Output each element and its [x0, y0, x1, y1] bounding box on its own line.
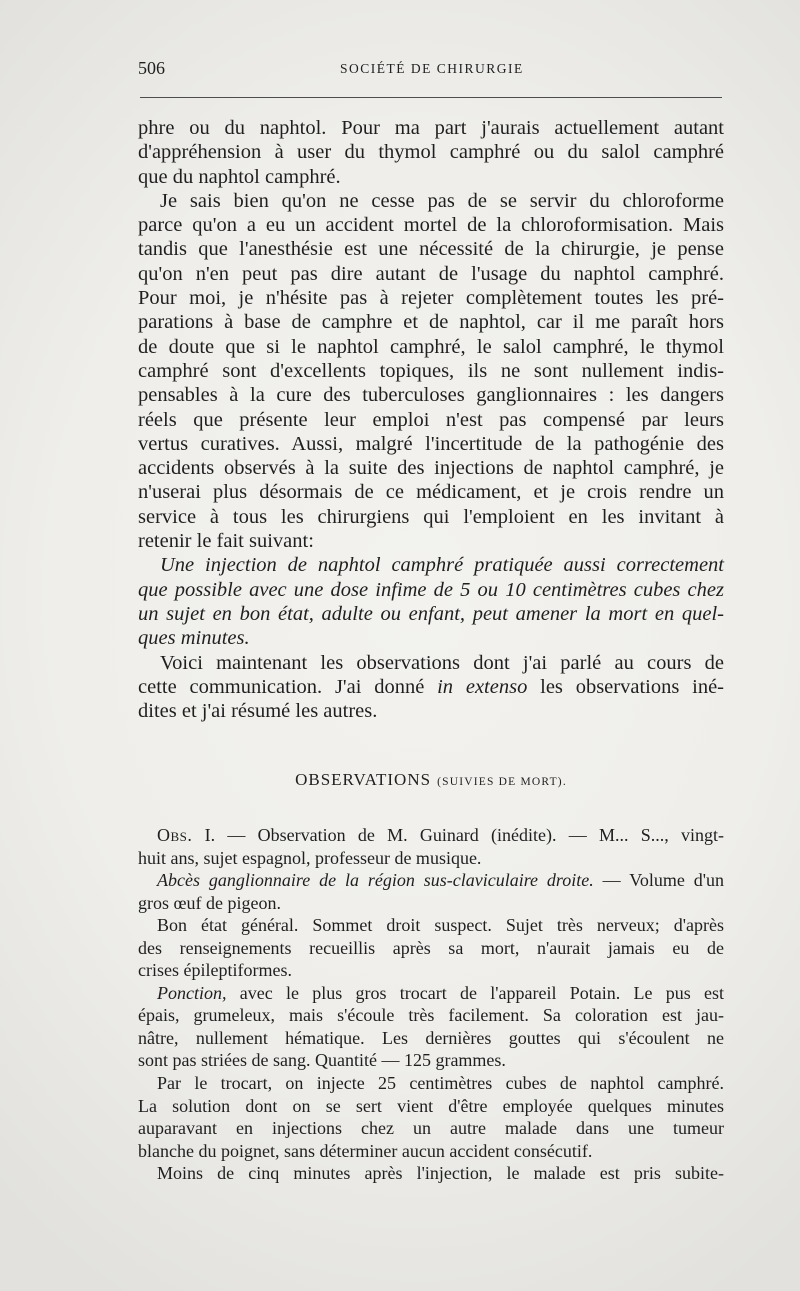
observations-heading-title: OBSERVATIONS [295, 770, 432, 789]
emphasis-text: in extenso [437, 675, 528, 698]
emphasis-text: Abcès ganglionnaire de la région sus-claviculaire droite. [157, 870, 594, 891]
paragraph-observations-intro [138, 651, 724, 724]
text-line: accidents observés à la suite des injections de naphtol camphré, je [138, 457, 724, 480]
text-line: Par le trocart, on injecte 25 centimètres cubes de naphtol camphré. [157, 1073, 724, 1094]
observation-intro [138, 824, 724, 869]
text-line: Voici maintenant les observations dont j'ai parlé au cours de [160, 651, 724, 674]
text-line: vertus curatives. Aussi, malgré l'incertitude de la pathogénie des [138, 432, 724, 455]
text-line: retenir le fait suivant: [138, 530, 314, 553]
running-title: SOCIÉTÉ DE CHIRURGIE [340, 61, 524, 76]
observation-injection [138, 1072, 724, 1162]
text-line: que du naphtol camphré. [138, 165, 341, 188]
text-line: Je sais bien qu'on ne cesse pas de se servir du chloroforme [160, 189, 724, 212]
text-line: parce qu'on a eu un accident mortel de la chloroformisation. Mais [138, 214, 724, 237]
text-segment: les observations iné- [527, 675, 724, 698]
paragraph-chloroform [138, 189, 724, 553]
observation-puncture [138, 982, 724, 1072]
text-line: ques minutes. [138, 627, 250, 650]
observations-heading-note: (SUIVIES DE MORT). [437, 776, 567, 788]
text-line: d'appréhension à user du thymol camphré ou du salol camphré [138, 141, 724, 164]
conclusion-italic [138, 553, 724, 650]
observation-onset [138, 1162, 724, 1185]
text-line: Pour moi, je n'hésite pas à rejeter complètement toutes les pré- [138, 287, 724, 310]
text-line: phre ou du naphtol. Pour ma part j'aurais actuellement autant [138, 117, 724, 139]
text-line: huit ans, sujet espagnol, professeur de musique. [138, 847, 482, 868]
text-line: parations à base de camphre et de naphtol, car il me paraît hors [138, 311, 724, 334]
text-line: tandis que l'anesthésie est une nécessité de la chirurgie, je pense [138, 238, 724, 261]
emphasis-text: Ponction, [157, 982, 227, 1003]
observation-diagnosis [138, 869, 724, 914]
obs-label: Obs. [157, 825, 193, 845]
text-line: de doute que si le naphtol camphré, le salol camphré, le thymol [138, 335, 724, 358]
text-line: épais, grumeleux, mais s'écoule très facilement. Sa coloration est jau- [138, 1005, 724, 1026]
text-line [138, 982, 724, 1005]
text-segment: I. — Observation de M. Guinard (inédite). — M... S..., vingt- [192, 825, 724, 845]
text-line: blanche du poignet, sans déterminer aucun accident consécutif. [138, 1140, 593, 1161]
text-line: Une injection de naphtol camphré pratiquée aussi correctement [160, 554, 724, 577]
text-line [138, 675, 724, 699]
text-line: gros œuf de pigeon. [138, 892, 281, 913]
text-line: réels que présente leur emploi n'est pas compensé par leurs [138, 408, 724, 431]
discussion-text [138, 116, 724, 723]
text-line: n'userai plus désormais de ce médicament, et je crois rendre un [138, 481, 724, 504]
observation-1 [138, 824, 724, 1185]
text-line: dites et j'ai résumé les autres. [138, 700, 378, 723]
text-line: Moins de cinq minutes après l'injection, le malade est pris subite- [157, 1163, 724, 1184]
text-line: crises épileptiformes. [138, 960, 292, 981]
text-segment: cette communication. J'ai donné [138, 675, 438, 698]
header-rule [140, 97, 722, 98]
text-line: sont pas striées de sang. Quantité — 125 grammes. [138, 1050, 506, 1071]
text-line: qu'on n'en peut pas dire autant de l'usage du naphtol camphré. [138, 262, 724, 285]
text-line: La solution dont on se sert vient d'être employée quelques minutes [138, 1095, 724, 1116]
text-line: des renseignements recueillis après sa mort, n'aurait jamais eu de [138, 937, 724, 958]
observation-state [138, 914, 724, 982]
text-line: Bon état général. Sommet droit suspect. Sujet très nerveux; d'après [157, 915, 724, 936]
text-line: pensables à la cure des tuberculoses ganglionnaires : les dangers [138, 384, 724, 407]
text-line: que possible avec une dose infime de 5 ou 10 centimètres cubes chez [138, 578, 724, 601]
text-segment: avec le plus gros trocart de l'appareil Potain. Le pus est [226, 982, 724, 1003]
text-line: un sujet en bon état, adulte ou enfant, peut amener la mort en quel- [138, 602, 724, 625]
paragraph-continuation [138, 116, 724, 189]
text-line [138, 869, 724, 892]
page-number: 506 [138, 58, 165, 78]
text-segment: — Volume d'un [593, 870, 724, 891]
text-line: camphré sont d'excellents topiques, ils ne sont nullement indis- [138, 359, 724, 382]
text-line: service à tous les chirurgiens qui l'emploient en les invitant à [138, 505, 724, 528]
text-line: auparavant en injections chez un autre malade dans une tumeur [138, 1118, 724, 1139]
text-line [138, 824, 724, 847]
observations-heading [138, 768, 724, 794]
text-line: nâtre, nullement hématique. Les dernières gouttes qui s'écoulent ne [138, 1027, 724, 1048]
